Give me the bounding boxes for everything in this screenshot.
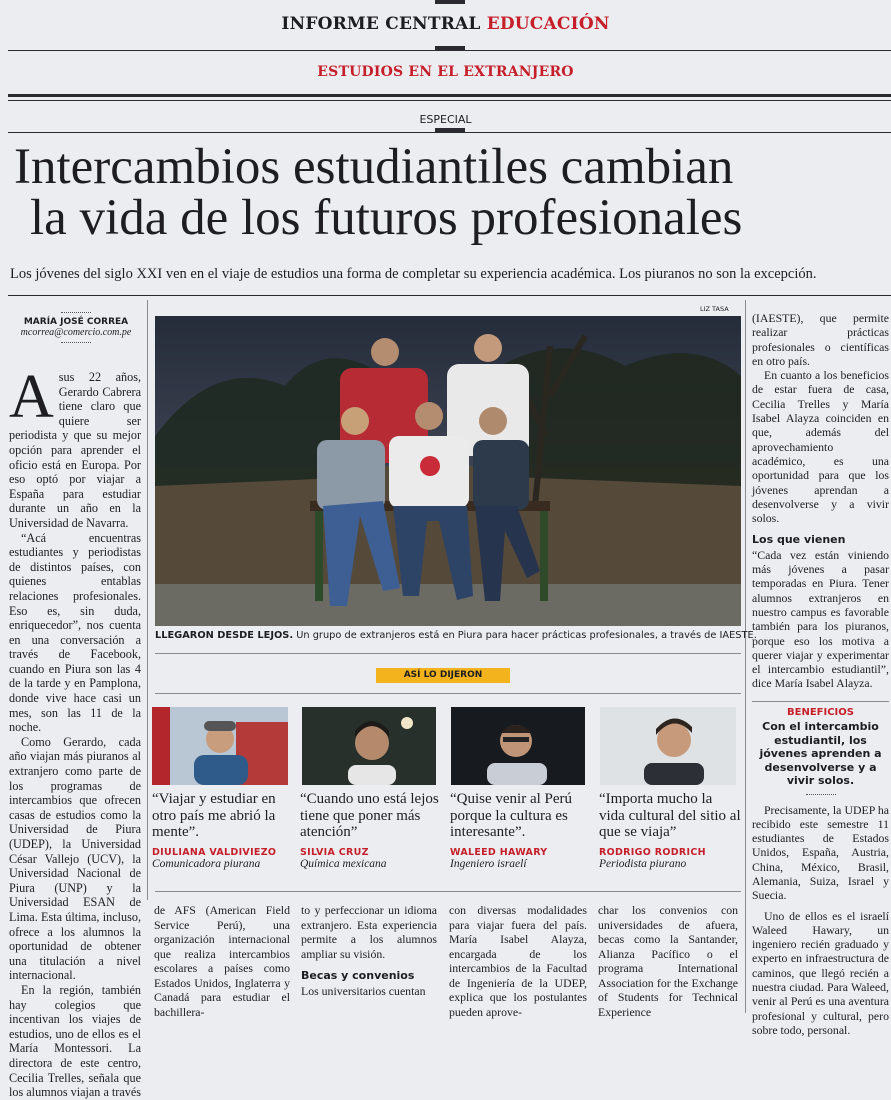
quote-item xyxy=(450,791,590,870)
paragraph: (IAESTE), que permite realizar prácticas profesionales o científicas en otro país. xyxy=(752,311,889,368)
portrait-rodrigo xyxy=(600,707,736,785)
subsection-title: ESTUDIOS EN EL EXTRANJERO xyxy=(317,64,574,80)
quote-role: Comunicadora piurana xyxy=(152,857,261,870)
column-2 xyxy=(154,903,290,1019)
headline xyxy=(14,139,891,246)
byline-email: mcorrea@comercio.com.pe xyxy=(20,327,132,338)
quote-role: Ingeniero israelí xyxy=(450,857,527,870)
photo-credit: LIZ TASA xyxy=(700,305,729,313)
quote-text: “Quise venir al Perú porque la cultura es interesante”. xyxy=(450,791,573,840)
deck: Los jóvenes del siglo XXI ven en el viaje de estudios una forma de completar su experiencia académica. Los piuranos no son la excepción. xyxy=(10,266,817,282)
paragraph: “Acá encuentras estudiantes y periodistas de distintos países, con quienes entablas relaciones profesionales. Eso es, sin duda, enriquecedor”, nos cuenta en una conversación a través de Facebook, cuando en Piura son las 4 de la tarde y en Pamplona, donde vive hace casi un mes, son las 11 de la noche. xyxy=(9,530,141,735)
headline-line-2: la vida de los futuros profesionales xyxy=(30,190,743,246)
paragraph: En la región, también hay colegios que incentivan los viajes de estudios, uno de ellos es el María Montessori. La directora de este centro, Cecilia Trelles, señala que los alumnos viajan a través xyxy=(9,982,141,1100)
quote-name: WALEED HAWARY xyxy=(450,846,548,858)
portrait-silvia xyxy=(302,707,436,785)
section-header xyxy=(0,14,891,34)
column-right xyxy=(752,311,889,1037)
subhead: Los que vienen xyxy=(752,533,846,547)
quote-name: RODRIGO RODRICH xyxy=(599,846,706,858)
quote-text: “Viajar y estudiar en otro país me abrió la mente”. xyxy=(152,791,276,840)
photo-caption-lead: LLEGARON DESDE LEJOS. xyxy=(155,630,294,641)
quotes-label: ASÍ LO DIJERON xyxy=(376,668,510,683)
portrait-waleed xyxy=(451,707,585,785)
photo-caption xyxy=(155,630,757,641)
photo-caption-text: Un grupo de extranjeros está en Piura para hacer prácticas profesionales, a través de IAESTE. xyxy=(296,630,757,641)
paragraph: En cuanto a los beneficios de estar fuera de casa, Cecilia Trelles y María Isabel Alayza coinciden en que, además del aprovechamiento académico, es una oportunidad para que los jóvenes aprendan a desenvolverse y a vivir solos. xyxy=(752,368,889,526)
column-1 xyxy=(9,363,141,1100)
quote-item xyxy=(152,791,292,870)
paragraph: Precisamente, la UDEP ha recibido este semestre 11 estudiantes de Estados Unidos, España, Austria, China, México, Brasil, Alemania, Suiza, Israel y Suecia. xyxy=(752,802,889,903)
paragraph: de AFS (American Field Service Perú), una organización internacional que realiza intercambios escolares a países como Estados Unidos, Inglaterra y Canadá para estudiar el bachillera- xyxy=(154,903,290,1019)
paragraph: con diversas modalidades para viajar fuera del país. María Isabel Alayza, encargada de los intercambios de la Facultad de Ingeniería de la UDEP, explica que los postulantes pueden aprove- xyxy=(449,903,587,1019)
column-4 xyxy=(449,903,587,1019)
special-tag: ESPECIAL xyxy=(419,113,472,126)
quote-name: SILVIA CRUZ xyxy=(300,846,369,858)
headline-line-1: Intercambios estudiantiles cambian xyxy=(14,139,734,195)
dropcap: A xyxy=(9,363,54,431)
quote-text: “Importa mucho la vida cultural del sitio al que se viaja” xyxy=(599,791,741,840)
benefit-text: Con el intercambio estudiantil, los jóvenes aprenden a desenvolverse y a vivir solos. xyxy=(759,720,882,788)
lead-paragraph: sus 22 años, Gerardo Cabrera tiene claro que quiere ser periodista y que su mejor opción para aprender el oficio está en Europa. Por eso optó por viajar a España para estudiar durante un año en la Universidad de Navarra. xyxy=(9,370,141,530)
section-topic: EDUCACIÓN xyxy=(486,14,610,34)
quote-role: Química mexicana xyxy=(300,857,387,870)
benefit-box xyxy=(752,701,889,795)
column-3 xyxy=(301,903,437,998)
quote-item xyxy=(300,791,440,870)
paragraph: “Cada vez están viniendo más jóvenes a pasar temporadas en Piura. Tener alumnos extranjeros en nuestro campus es favorable también para los piuranos, porque eso los motiva a querer viajar y experimentar el intercambio estudiantil”, dice María Isabel Alayza. xyxy=(752,547,889,691)
group-photo xyxy=(155,316,741,626)
quote-item xyxy=(599,791,741,870)
portrait-diuliana xyxy=(152,707,288,785)
section-label: INFORME CENTRAL xyxy=(281,14,481,34)
benefit-label: BENEFICIOS xyxy=(787,706,854,718)
quote-role: Periodista piurano xyxy=(599,857,687,870)
paragraph: Como Gerardo, cada año viajan más piuranos al extranjero como parte de los programas de intercambios que ofrecen casas de estudios como la Universidad de Piura (UDEP), la Universidad César Vallejo (UCV), la Universidad Nacional de Piura (UNP) y la Universidad ESAN de Lima. Esta última, incluso, ofrece a los alumnos la oportunidad de obtener una titulación a nivel internacional. xyxy=(9,734,141,983)
quote-text: “Cuando uno está lejos tiene que poner más atención” xyxy=(300,791,439,840)
byline xyxy=(10,312,142,343)
paragraph: Los universitarios cuentan xyxy=(301,983,426,998)
quote-name: DIULIANA VALDIVIEZO xyxy=(152,846,277,858)
byline-name: MARÍA JOSÉ CORREA xyxy=(23,317,129,327)
subhead: Becas y convenios xyxy=(301,969,415,982)
paragraph: to y perfeccionar un idioma extranjero. Esta experiencia permite a los alumnos ampliar su visión. xyxy=(301,903,437,961)
paragraph: char los convenios con universidades de afuera, becas como la Santander, Alianza Pacífico o el programa International Association for the Exchange of Students for Technical Experience xyxy=(598,903,738,1019)
paragraph: Uno de ellos es el israelí Waleed Hawary, un ingeniero recién graduado y experto en infraestructura de caminos, que llegó recién a nuestra ciudad. Para Waleed, venir al Perú es una aventura profesional y cultural, pero sobre todo, personal. xyxy=(752,908,889,1037)
column-5 xyxy=(598,903,738,1019)
